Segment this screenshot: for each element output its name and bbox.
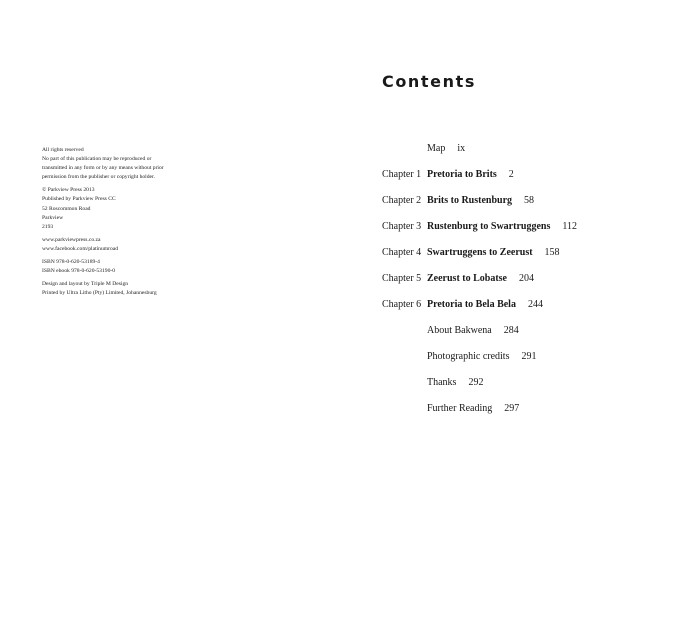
toc-entry-title: Map (427, 143, 446, 154)
imprint-line: © Parkview Press 2013 (42, 187, 95, 194)
contents-title: Contents (382, 72, 476, 91)
toc-page-number: 244 (527, 299, 543, 310)
toc-entry-text (427, 143, 465, 154)
toc-entry (382, 195, 672, 221)
toc-entry-text (427, 299, 543, 310)
toc-page-number: 292 (468, 377, 484, 388)
toc-page-number: 158 (544, 247, 560, 258)
toc-entry-title: Pretoria to Bela Bela (427, 299, 516, 310)
toc-page-number: 112 (562, 221, 577, 232)
imprint-group (42, 146, 282, 182)
toc-entry (382, 143, 672, 169)
toc-entry-text (427, 273, 534, 284)
toc-entry-text (427, 195, 534, 206)
toc-entry (382, 377, 672, 403)
toc-entry (382, 221, 672, 247)
imprint-group (42, 280, 282, 298)
imprint-line: Printed by Ultra Litho (Pty) Limited, Johannesburg (42, 290, 157, 297)
imprint-group (42, 236, 282, 254)
imprint-line: Parkview (42, 214, 64, 221)
imprint-line: transmitted in any form or by any means without prior (42, 165, 164, 172)
toc-page-number: 291 (521, 351, 537, 362)
toc-page-number: 2 (508, 169, 514, 180)
imprint-group (42, 186, 282, 231)
toc-entry-title: Rustenburg to Swartruggens (427, 221, 551, 232)
toc-chapter-label: Chapter 4 (382, 247, 422, 258)
imprint-line: ISBN 978-0-620-53189-4 (42, 259, 100, 266)
toc-entry-title: Zeerust to Lobatse (427, 273, 507, 284)
toc-entry (382, 273, 672, 299)
toc-entry-text (427, 377, 483, 388)
imprint-line: 2193 (42, 223, 54, 230)
toc-entry (382, 247, 672, 273)
imprint-line: 52 Roscommon Road (42, 205, 91, 212)
toc-page-number: 284 (503, 325, 519, 336)
toc-entry-title: Photographic credits (427, 351, 510, 362)
toc-chapter-label: Chapter 5 (382, 273, 422, 284)
toc-entry-title: Brits to Rustenburg (427, 195, 513, 206)
imprint-group (42, 258, 282, 276)
toc-entry (382, 403, 672, 429)
toc-page-number: 297 (504, 403, 520, 414)
toc-entry (382, 351, 672, 377)
toc-page-number: 58 (524, 195, 535, 206)
imprint-line: Published by Parkview Press CC (42, 196, 116, 203)
toc-entry-title: Swartruggens to Zeerust (427, 247, 533, 258)
toc-entry-text (427, 403, 519, 414)
imprint-line: www.parkviewpress.co.za (42, 236, 101, 243)
copyright-imprint (42, 146, 282, 302)
table-of-contents (382, 143, 672, 429)
toc-entry-text (427, 325, 519, 336)
toc-chapter-label: Chapter 2 (382, 195, 422, 206)
toc-entry (382, 325, 672, 351)
toc-entry (382, 299, 672, 325)
imprint-line: Design and layout by Triple M Design (42, 281, 129, 288)
imprint-line: permission from the publisher or copyright holder. (42, 174, 155, 181)
toc-entry-text (427, 221, 577, 232)
toc-chapter-label: Chapter 6 (382, 299, 422, 310)
toc-entry-title: Thanks (427, 377, 457, 388)
toc-chapter-label: Chapter 1 (382, 169, 422, 180)
toc-entry-text (427, 169, 514, 180)
toc-entry-title: Further Reading (427, 403, 493, 414)
toc-entry-title: About Bakwena (427, 325, 492, 336)
toc-page-number: 204 (519, 273, 534, 284)
toc-page-number: ix (457, 143, 466, 154)
toc-chapter-label: Chapter 3 (382, 221, 422, 232)
imprint-line: All rights reserved (42, 147, 84, 153)
imprint-line: No part of this publication may be reproduced or (42, 156, 152, 163)
toc-entry-title: Pretoria to Brits (427, 169, 497, 180)
toc-entry (382, 169, 672, 195)
imprint-line: ISBN ebook 978-0-620-53190-0 (42, 268, 116, 275)
imprint-line: www.facebook.com/platinumroad (42, 245, 119, 252)
toc-entry-text (427, 247, 560, 258)
toc-entry-text (427, 351, 536, 362)
